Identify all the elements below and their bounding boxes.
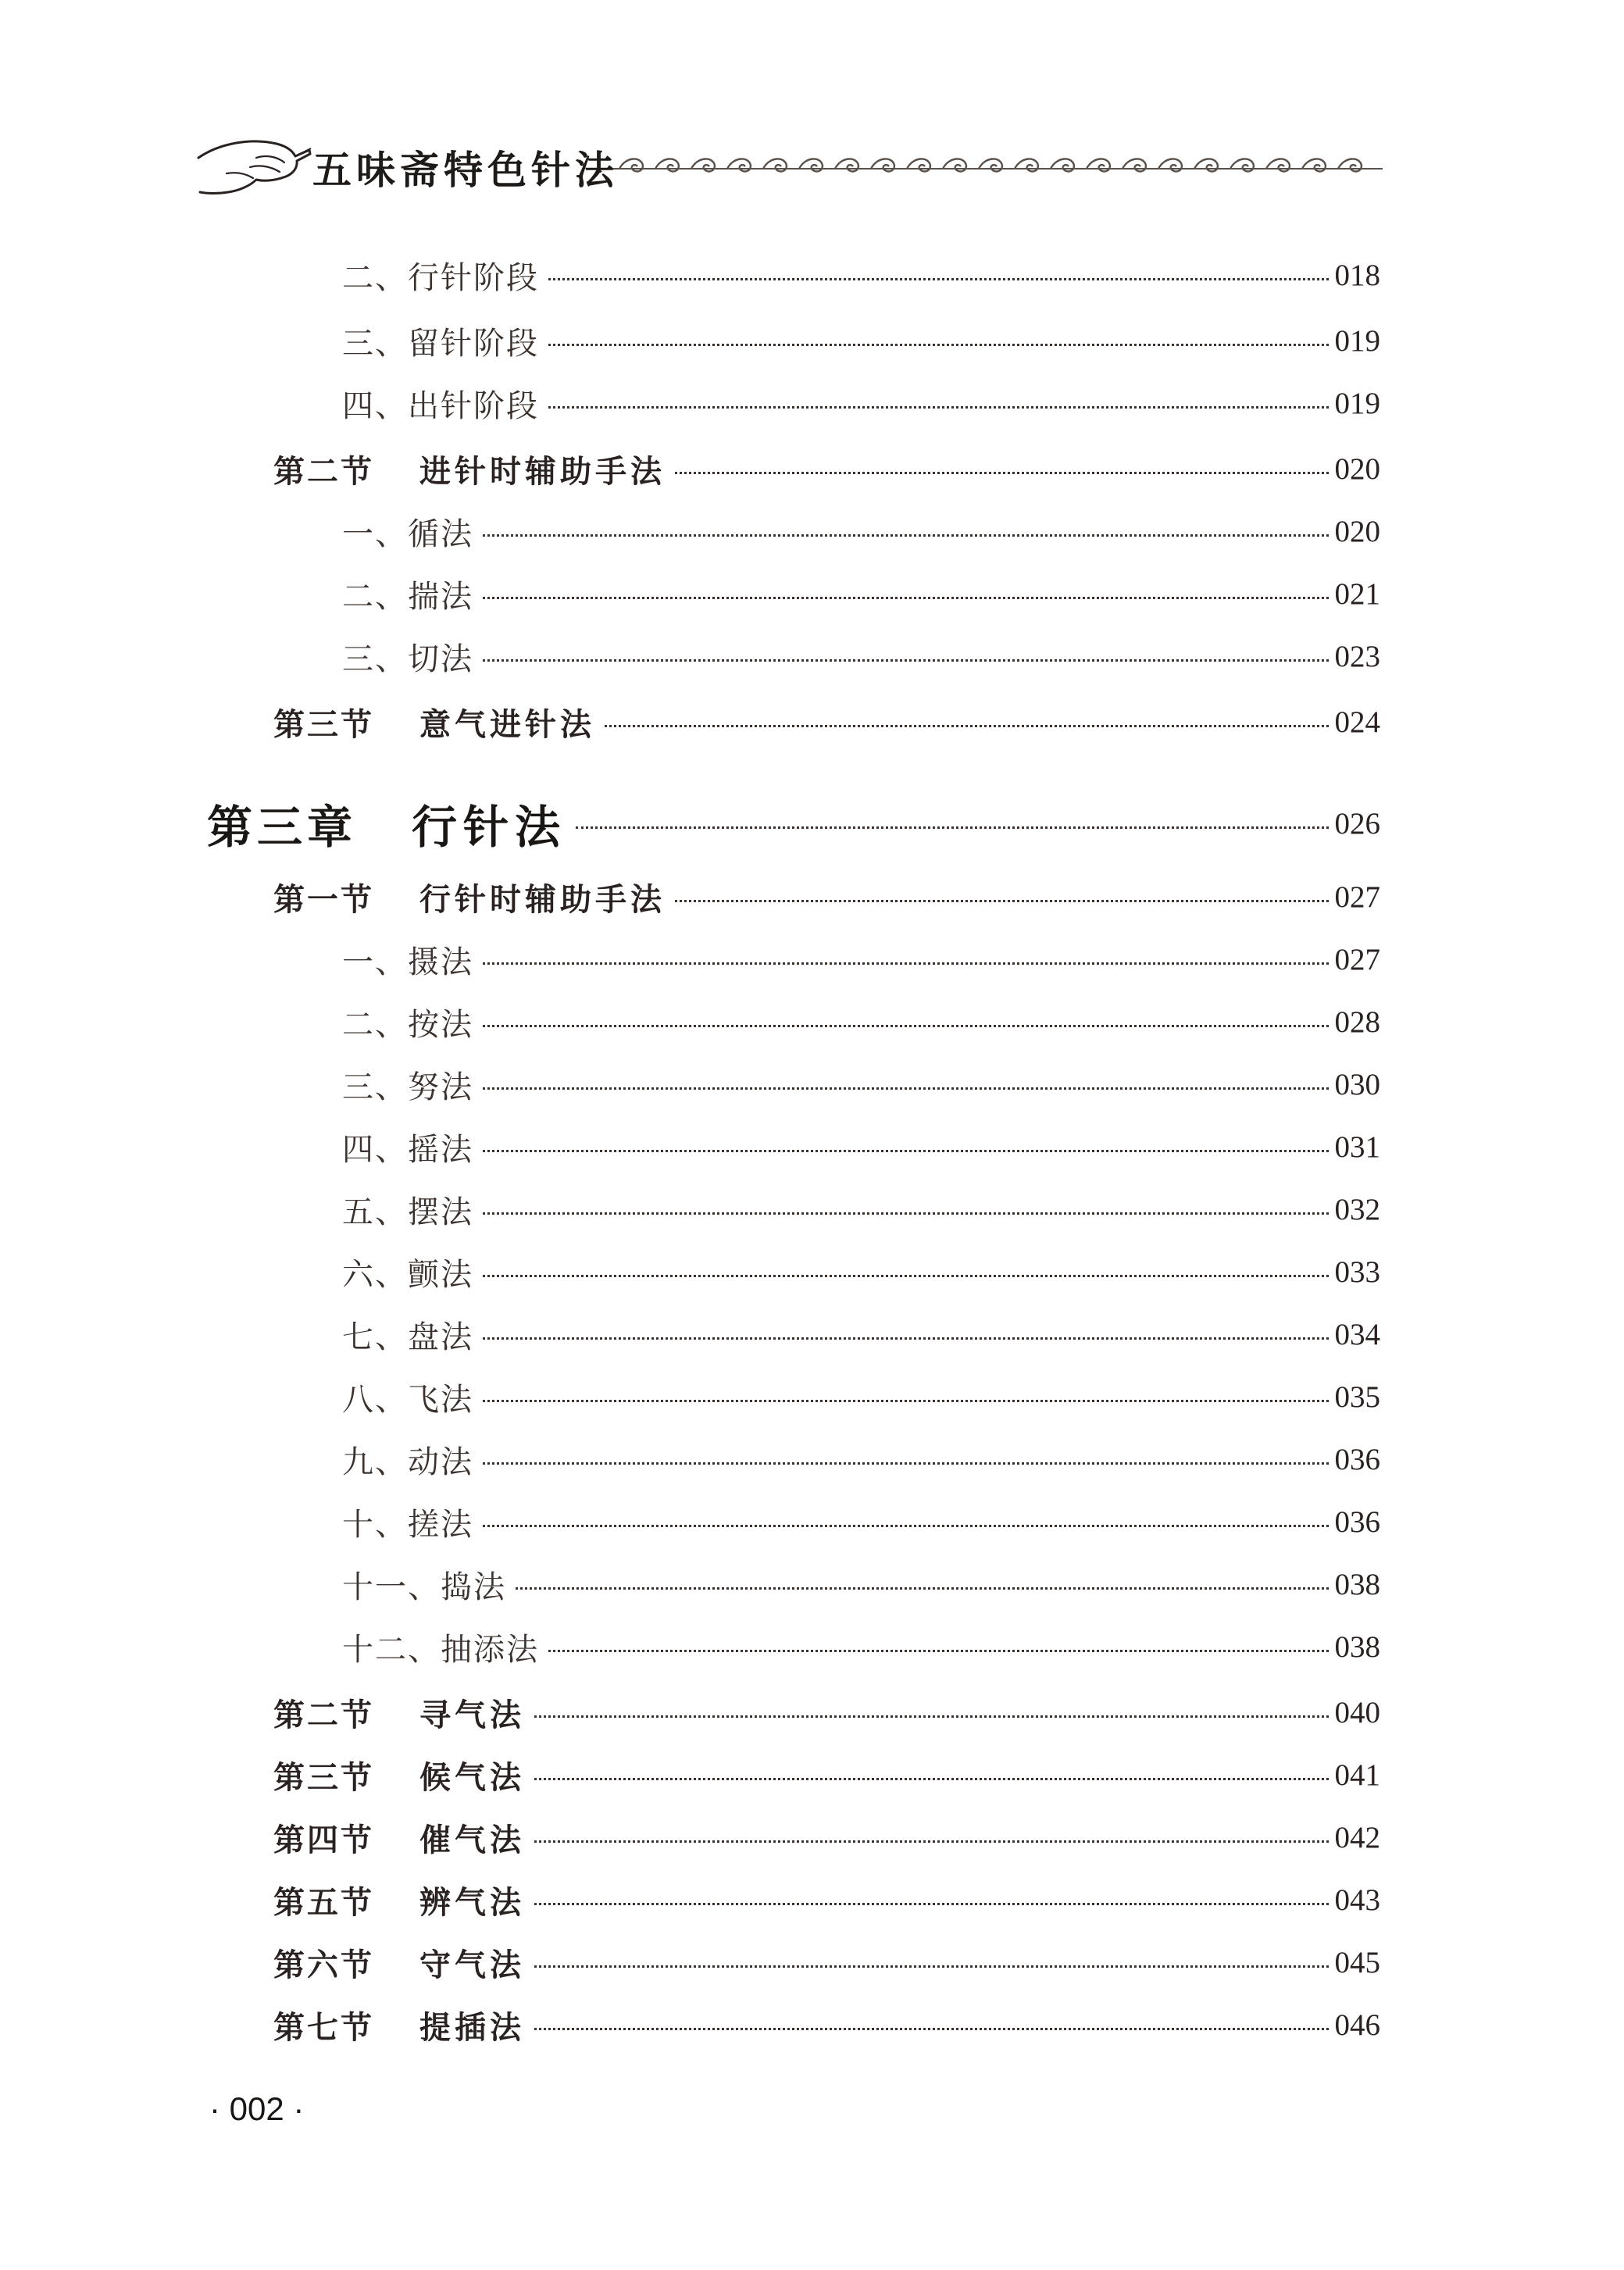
toc-chapter-row[interactable] xyxy=(207,791,1380,856)
dot-leader xyxy=(483,659,1329,662)
toc-section-row[interactable] xyxy=(273,1875,1380,1925)
toc-entry-page: 032 xyxy=(1334,1192,1380,1226)
dot-leader xyxy=(548,344,1329,346)
dot-leader xyxy=(675,900,1329,902)
toc-entry-title: 行针阶段 xyxy=(408,259,539,296)
toc-entry-title: 盘法 xyxy=(408,1319,473,1355)
dot-leader xyxy=(516,1587,1329,1590)
toc-entry-number: 三、 xyxy=(342,641,408,677)
toc-entry-title: 切法 xyxy=(408,641,473,677)
toc-entry-number: 第五节 xyxy=(273,1884,374,1921)
toc-section-row[interactable] xyxy=(273,1750,1380,1800)
toc-section-row[interactable] xyxy=(273,1937,1380,1987)
toc-entry-number: 三、 xyxy=(342,1069,408,1105)
toc-entry-page: 036 xyxy=(1334,1442,1380,1476)
toc-entry-page: 041 xyxy=(1334,1758,1380,1792)
toc-entry-number: 九、 xyxy=(342,1444,408,1480)
toc-item-row[interactable] xyxy=(342,250,1380,300)
toc-entry-page: 033 xyxy=(1334,1255,1380,1289)
toc-entry-page: 030 xyxy=(1334,1067,1380,1101)
dot-leader xyxy=(483,597,1329,599)
toc-entry-page: 038 xyxy=(1334,1629,1380,1664)
dot-leader xyxy=(483,1525,1329,1527)
toc-entry-title: 提插法 xyxy=(419,2009,525,2046)
toc-entry-number: 第二节 xyxy=(273,1697,374,1733)
toc-entry-number: 五、 xyxy=(342,1194,408,1230)
book-title: 五味斋特色针法 xyxy=(312,148,619,193)
toc-item-row[interactable] xyxy=(342,1247,1380,1297)
toc-entry-page: 024 xyxy=(1334,705,1380,739)
toc-section-row[interactable] xyxy=(273,2000,1380,2050)
dot-leader xyxy=(483,1400,1329,1402)
toc-entry-title: 摆法 xyxy=(408,1194,473,1230)
toc-entry-page: 027 xyxy=(1334,880,1380,914)
dot-leader xyxy=(483,1275,1329,1277)
toc-entry-title: 进针时辅助手法 xyxy=(419,453,666,490)
dot-leader xyxy=(534,1715,1329,1718)
toc-entry-title: 抽添法 xyxy=(441,1631,539,1668)
toc-entry-title: 搓法 xyxy=(408,1506,473,1543)
toc-section-row[interactable] xyxy=(273,1687,1380,1737)
toc-entry-number: 第七节 xyxy=(273,2009,374,2046)
dot-leader xyxy=(483,962,1329,965)
toc-item-row[interactable] xyxy=(342,1122,1380,1172)
toc-entry-number: 八、 xyxy=(342,1381,408,1418)
toc-entry-number: 第三节 xyxy=(273,1759,374,1796)
toc-entry-page: 042 xyxy=(1334,1820,1380,1854)
dot-leader xyxy=(483,1337,1329,1340)
toc-entry-title: 捣法 xyxy=(441,1569,506,1605)
dot-leader xyxy=(534,1840,1329,1843)
toc-item-row[interactable] xyxy=(342,1184,1380,1234)
toc-entry-number: 二、 xyxy=(342,578,408,615)
toc-entry-title: 摇法 xyxy=(408,1131,473,1168)
dot-leader xyxy=(675,472,1329,474)
toc-entry-title: 循法 xyxy=(408,516,473,552)
toc-entry-number: 第一节 xyxy=(273,881,374,918)
toc-item-row[interactable] xyxy=(342,1434,1380,1484)
toc-entry-number: 一、 xyxy=(342,516,408,552)
toc-entry-title: 候气法 xyxy=(419,1759,525,1796)
dot-leader xyxy=(534,2028,1329,2030)
toc-entry-number: 四、 xyxy=(342,387,408,424)
toc-entry-title: 飞法 xyxy=(408,1381,473,1418)
toc-entry-number: 第四节 xyxy=(273,1822,374,1858)
toc-item-row[interactable] xyxy=(342,1372,1380,1422)
toc-entry-title: 催气法 xyxy=(419,1822,525,1858)
toc-item-row[interactable] xyxy=(342,569,1380,619)
toc-entry-title: 出针阶段 xyxy=(408,387,539,424)
toc-entry-title: 留针阶段 xyxy=(408,325,539,362)
toc-item-row[interactable] xyxy=(342,1309,1380,1359)
toc-entry-page: 035 xyxy=(1334,1379,1380,1414)
dot-leader xyxy=(548,278,1329,280)
toc-entry-number: 第三章 xyxy=(207,801,358,854)
toc-entry-number: 七、 xyxy=(342,1319,408,1355)
toc-entry-title: 揣法 xyxy=(408,578,473,615)
dot-leader xyxy=(483,534,1329,537)
toc-entry-title: 努法 xyxy=(408,1069,473,1105)
toc-entry-page: 021 xyxy=(1334,576,1380,611)
toc-entry-page: 043 xyxy=(1334,1883,1380,1917)
toc-entry-number: 三、 xyxy=(342,325,408,362)
toc-item-row[interactable] xyxy=(342,1059,1380,1109)
toc-section-row[interactable] xyxy=(273,872,1380,922)
dot-leader xyxy=(483,1087,1329,1090)
toc-item-row[interactable] xyxy=(342,378,1380,428)
toc-item-row[interactable] xyxy=(342,1622,1380,1672)
toc-section-row[interactable] xyxy=(273,1812,1380,1862)
toc-entry-page: 031 xyxy=(1334,1130,1380,1164)
toc-entry-page: 034 xyxy=(1334,1317,1380,1351)
toc-entry-page: 018 xyxy=(1334,258,1380,292)
toc-entry-number: 第六节 xyxy=(273,1947,374,1983)
toc-entry-page: 028 xyxy=(1334,1005,1380,1039)
dot-leader xyxy=(548,406,1329,409)
toc-item-row[interactable] xyxy=(342,316,1380,366)
toc-entry-title: 颤法 xyxy=(408,1256,473,1293)
toc-entry-title: 行针法 xyxy=(412,801,567,854)
toc-entry-page: 027 xyxy=(1334,942,1380,976)
toc-entry-number: 十一、 xyxy=(342,1569,441,1605)
toc-entry-title: 意气进针法 xyxy=(419,706,595,743)
toc-item-row[interactable] xyxy=(342,631,1380,681)
toc-entry-title: 寻气法 xyxy=(419,1697,525,1733)
toc-entry-page: 020 xyxy=(1334,514,1380,548)
toc-item-row[interactable] xyxy=(342,934,1380,984)
dot-leader xyxy=(483,1212,1329,1215)
toc-entry-page: 036 xyxy=(1334,1504,1380,1539)
toc-entry-title: 动法 xyxy=(408,1444,473,1480)
toc-entry-page: 020 xyxy=(1334,452,1380,486)
toc-entry-number: 第三节 xyxy=(273,706,374,743)
dot-leader xyxy=(534,1965,1329,1968)
toc-entry-page: 026 xyxy=(1334,806,1380,841)
toc-item-row[interactable] xyxy=(342,1497,1380,1547)
dot-leader xyxy=(534,1778,1329,1780)
toc-entry-number: 十、 xyxy=(342,1506,408,1543)
toc-entry-number: 二、 xyxy=(342,1006,408,1043)
toc-item-row[interactable] xyxy=(342,997,1380,1047)
toc-entry-page: 019 xyxy=(1334,386,1380,420)
dot-leader xyxy=(576,826,1328,829)
dot-leader xyxy=(483,1025,1329,1027)
toc-entry-number: 第二节 xyxy=(273,453,374,490)
toc-entry-page: 019 xyxy=(1334,323,1380,358)
toc-entry-page: 045 xyxy=(1334,1945,1380,1979)
toc-entry-title: 辨气法 xyxy=(419,1884,525,1921)
toc-entry-number: 二、 xyxy=(342,259,408,296)
toc-entry-page: 023 xyxy=(1334,639,1380,673)
toc-entry-number: 十二、 xyxy=(342,1631,441,1668)
dot-leader xyxy=(483,1150,1329,1152)
toc-entry-number: 四、 xyxy=(342,1131,408,1168)
toc-entry-title: 按法 xyxy=(408,1006,473,1043)
dot-leader xyxy=(483,1462,1329,1465)
toc-item-row[interactable] xyxy=(342,506,1380,556)
toc-entry-title: 行针时辅助手法 xyxy=(419,881,666,918)
toc-item-row[interactable] xyxy=(342,1559,1380,1609)
toc-entry-number: 六、 xyxy=(342,1256,408,1293)
dot-leader xyxy=(548,1650,1329,1652)
toc-entry-title: 守气法 xyxy=(419,1947,525,1983)
toc-entry-title: 摄法 xyxy=(408,944,473,980)
toc-section-row[interactable] xyxy=(273,697,1380,747)
toc-entry-page: 046 xyxy=(1334,2008,1380,2042)
toc-entry-page: 040 xyxy=(1334,1695,1380,1729)
toc-entry-page: 038 xyxy=(1334,1567,1380,1601)
toc-entry-number: 一、 xyxy=(342,944,408,980)
toc-section-row[interactable] xyxy=(273,444,1380,494)
dot-leader xyxy=(534,1903,1329,1905)
page-number: · 002 · xyxy=(209,2090,305,2127)
dot-leader xyxy=(605,725,1329,727)
